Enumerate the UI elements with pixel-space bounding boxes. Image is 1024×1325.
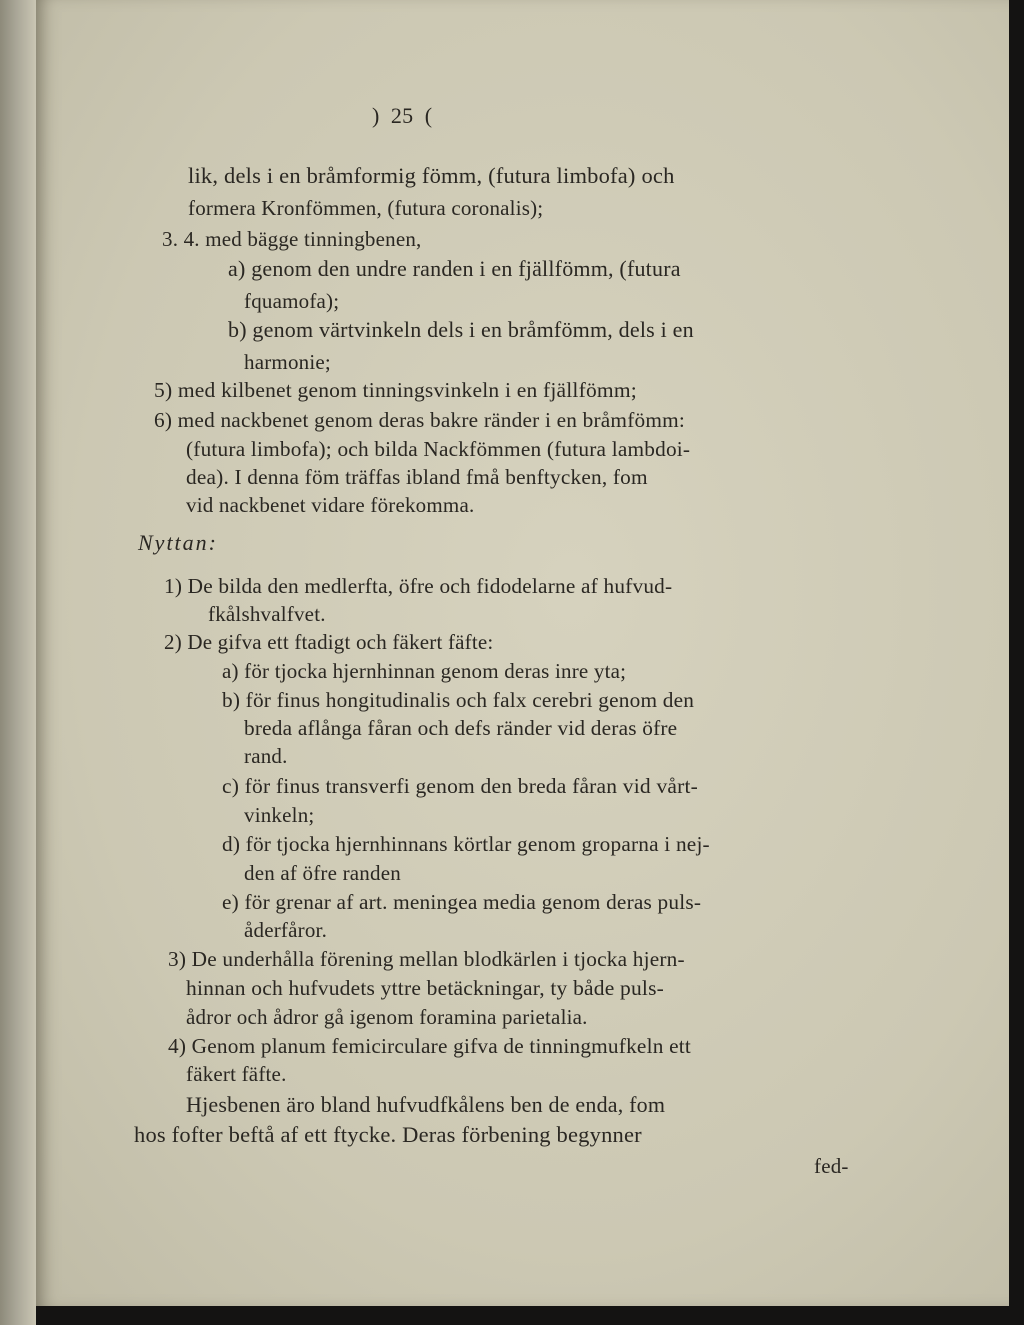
text-line-8: 5) med kilbenet genom tinningsvinkeln i en fjällfömm; xyxy=(154,378,637,402)
page-number: ) 25 ( xyxy=(372,103,433,128)
text-line-23: den af öfre randen xyxy=(244,861,401,885)
text-line-32: hos fofter beftå af ett ftycke. Deras förbening begynner xyxy=(134,1122,642,1147)
text-line-27: hinnan och hufvudets yttre betäckningar, ty både puls- xyxy=(186,976,665,1000)
text-line-14: fkålshvalfvet. xyxy=(208,602,326,626)
text-line-4: a) genom den undre randen i en fjällfömm, (futura xyxy=(228,256,681,281)
text-line-9: 6) med nackbenet genom deras bakre ränder i en bråmfömm: xyxy=(154,408,685,432)
text-line-26: 3) De underhålla förening mellan blodkärlen i tjocka hjern- xyxy=(168,947,685,971)
text-line-31: Hjesbenen äro bland hufvudfkålens ben de enda, fom xyxy=(186,1092,666,1117)
text-line-6: b) genom värtvinkeln dels i en bråmfömm, dels i en xyxy=(228,317,694,342)
text-line-5: fquamofa); xyxy=(244,289,340,313)
text-line-17: b) för finus hongitudinalis och falx cerebri genom den xyxy=(222,688,695,712)
text-line-25: åderfåror. xyxy=(244,918,328,942)
text-line-19: rand. xyxy=(244,744,288,768)
text-line-29: 4) Genom planum femicirculare gifva de tinningmufkeln ett xyxy=(168,1034,691,1058)
text-line-2: formera Kronfömmen, (futura coronalis); xyxy=(188,196,544,220)
text-line-30: fäkert fäfte. xyxy=(186,1062,287,1086)
text-line-24: e) för grenar af art. meningea media genom deras puls- xyxy=(222,890,702,914)
text-line-18: breda aflånga fåran och defs ränder vid deras öfre xyxy=(244,716,678,740)
text-line-1: lik, dels i en bråmformig fömm, (futura limbofa) och xyxy=(188,163,675,188)
text-line-12: vid nackbenet vidare förekomma. xyxy=(186,493,475,517)
text-line-3: 3. 4. med bägge tinningbenen, xyxy=(162,227,422,251)
text-line-28: ådror och ådror gå igenom foramina parietalia. xyxy=(186,1005,588,1029)
facing-page-edge xyxy=(0,0,36,1325)
book-page xyxy=(36,0,1009,1306)
text-line-11: dea). I denna föm träffas ibland fmå benftycken, fom xyxy=(186,465,648,489)
text-line-16: a) för tjocka hjernhinnan genom deras inre yta; xyxy=(222,659,627,683)
text-line-10: (futura limbofa); och bilda Nackfömmen (futura lambdoi- xyxy=(186,437,691,461)
text-line-20: c) för finus transverfi genom den breda fåran vid vårt- xyxy=(222,774,699,798)
text-line-13: 1) De bilda den medlerfta, öfre och fidodelarne af hufvud- xyxy=(164,574,673,598)
text-line-15: 2) De gifva ett ftadigt och fäkert fäfte: xyxy=(164,630,494,654)
section-heading: Nyttan: xyxy=(138,530,218,555)
text-line-7: harmonie; xyxy=(244,350,331,374)
catchword: fed- xyxy=(814,1154,849,1178)
text-line-21: vinkeln; xyxy=(244,803,315,827)
text-line-22: d) för tjocka hjernhinnans körtlar genom groparna i nej- xyxy=(222,832,710,856)
